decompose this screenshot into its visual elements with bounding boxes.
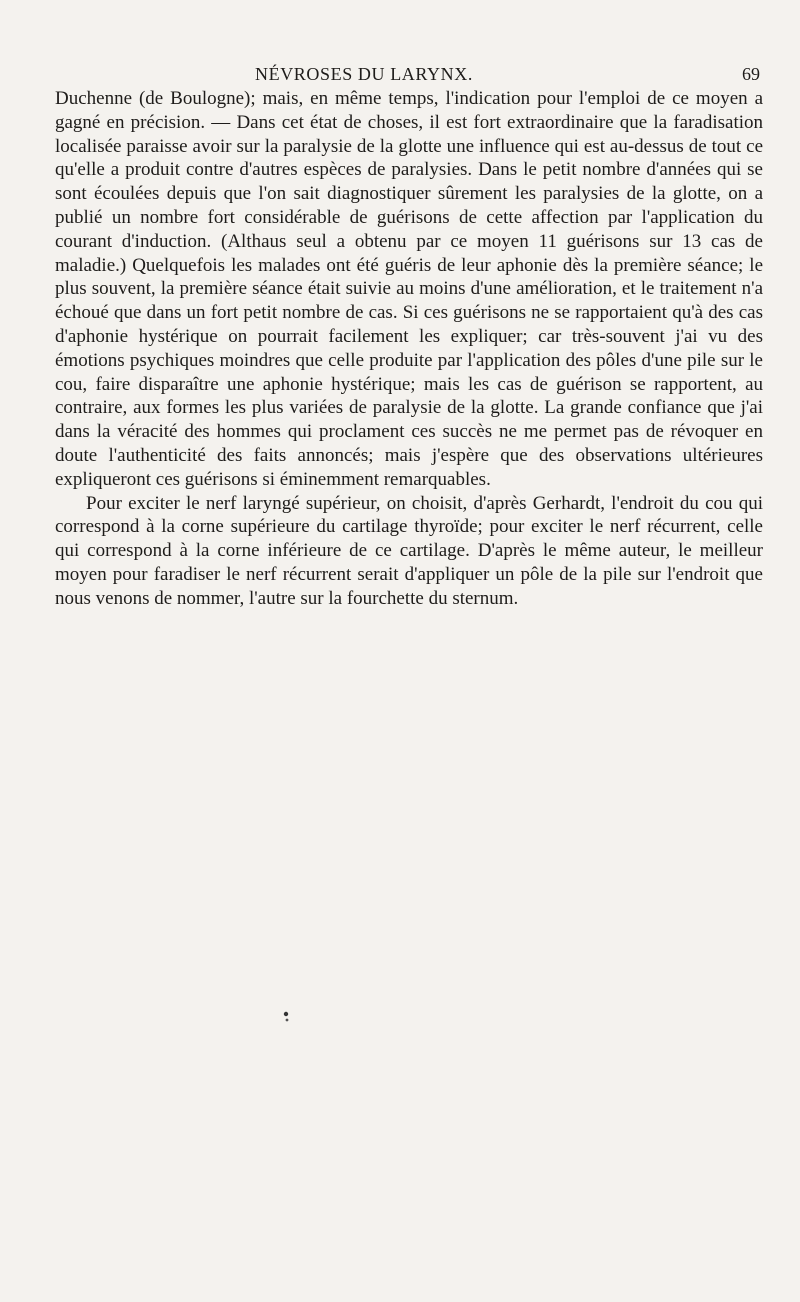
paper-speck — [284, 1012, 288, 1016]
running-head — [0, 62, 800, 86]
paragraph-2: Pour exciter le nerf laryngé supérieur, on choisit, d'après Gerhardt, l'endroit du cou qui correspond à la corne supérieure du cartilage thyroïde; pour exciter le nerf récurrent, celle qui correspond à la corne inférieure de ce cartilage. D'après le même auteur, le meilleur moyen pour faradiser le nerf récurrent serait d'appliquer un pôle de la pile sur l'endroit que nous venons de nommer, l'autre sur la fourchette du sternum. — [55, 492, 763, 609]
body-text — [55, 87, 763, 611]
page-number: 69 — [742, 64, 760, 84]
paragraph-1: Duchenne (de Boulogne); mais, en même temps, l'indication pour l'emploi de ce moyen a gagné en précision. — Dans cet état de choses, il est fort extraordinaire que la faradisation localisée paraisse avoir sur la paralysie de la glotte une influence qui est au-dessus de tout ce qu'elle a produit contre d'autres espèces de paralysies. Dans le petit nombre d'années qui se sont écoulées depuis que l'on sait diagnostiquer sûrement les paralysies de la glotte, on a publié un nombre fort considérable de guérisons de cette affection par l'application du courant d'induction. (Althaus seul a obtenu par ce moyen 11 guérisons sur 13 cas de maladie.) Quelquefois les malades ont été guéris de leur aphonie dès la première séance; le plus souvent, la première séance était suivie au moins d'une amélioration, et le traitement n'a échoué que dans un fort petit nombre de cas. Si ces guérisons ne se rapportaient qu'à des cas d'aphonie hystérique on pourrait facilement les expliquer; car très-souvent j'ai vu des émotions psychiques moindres que celle produite par l'application des pôles d'une pile sur le cou, faire disparaître une aphonie hystérique; mais les cas de guérison se rapportent, au contraire, aux formes les plus variées de paralysie de la glotte. La grande confiance que j'ai dans la véracité des hommes qui proclament ces succès ne me permet pas de révoquer en doute l'authenticité des faits annoncés; mais j'espère que des observations ultérieures expliqueront ces guérisons si éminemment remarquables. — [55, 88, 763, 490]
paper-speck — [286, 1019, 289, 1022]
running-head-title: NÉVROSES DU LARYNX. — [255, 64, 473, 84]
